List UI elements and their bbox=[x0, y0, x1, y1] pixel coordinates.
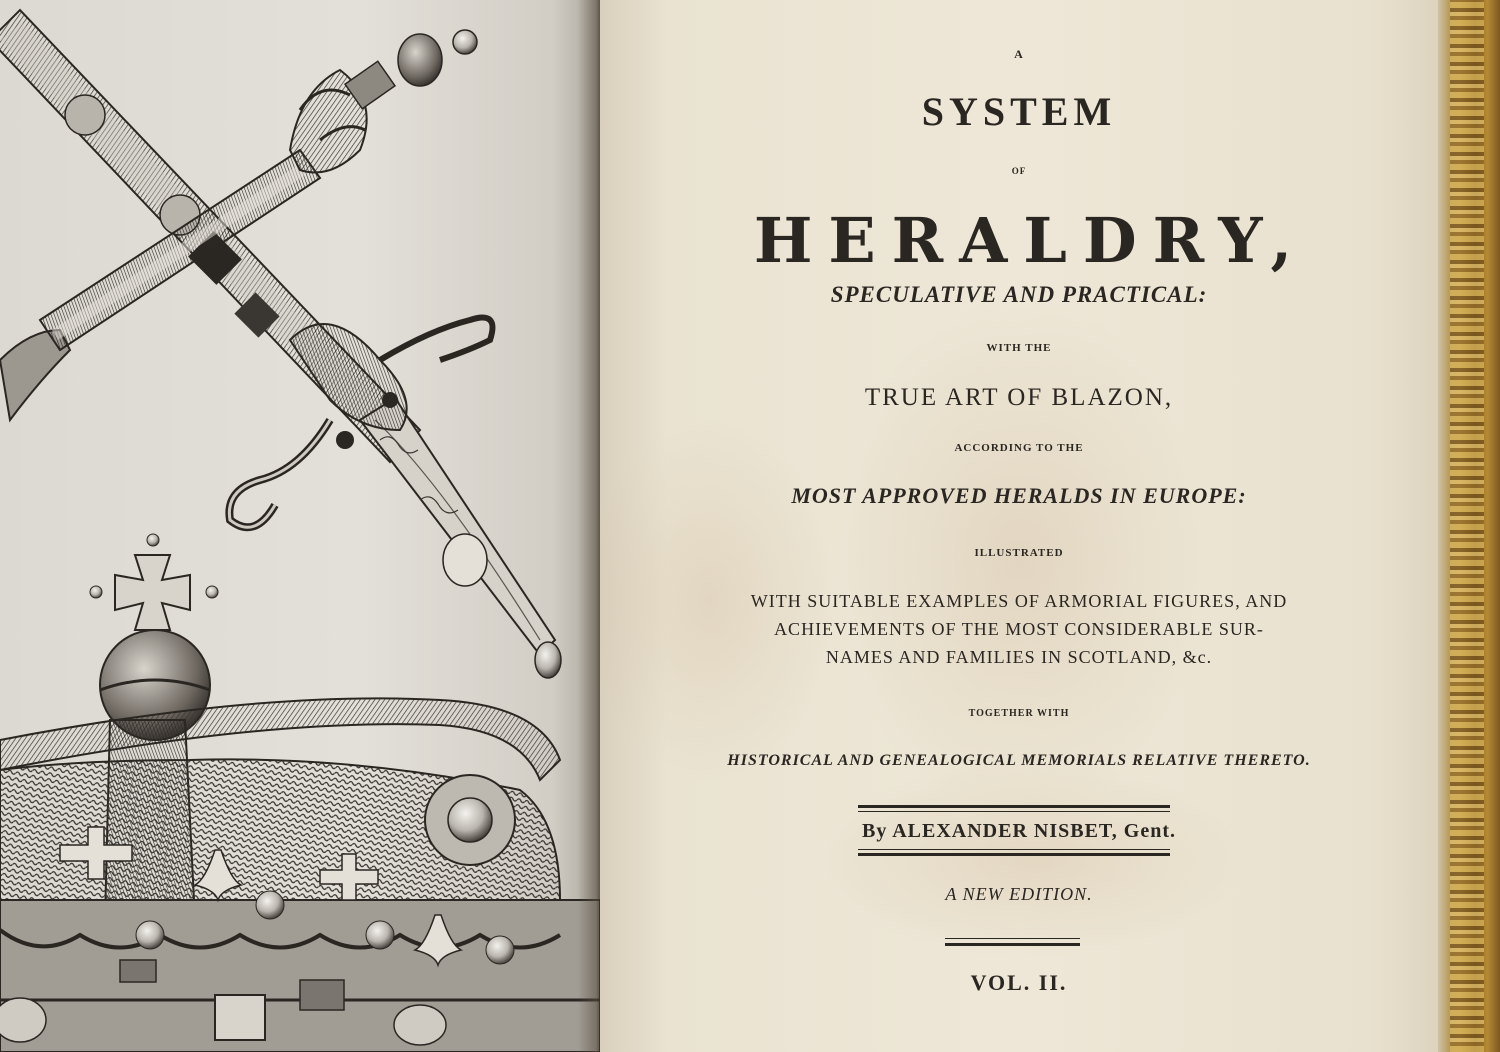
frontispiece-page bbox=[0, 0, 600, 1052]
illustrated-label: ILLUSTRATED bbox=[974, 547, 1064, 559]
true-art-line: TRUE ART OF BLAZON, bbox=[864, 384, 1174, 411]
short-rule-2 bbox=[945, 943, 1080, 946]
rule-bottom-1 bbox=[858, 849, 1170, 850]
examples-line-3: NAMES AND FAMILIES IN SCOTLAND, &c. bbox=[825, 647, 1213, 667]
title-page bbox=[600, 0, 1438, 1052]
title-line-system: SYSTEM bbox=[921, 89, 1117, 134]
title-line-of: OF bbox=[1011, 166, 1027, 176]
gilt-book-edge bbox=[1438, 0, 1500, 1052]
title-line-heraldry: HERALDRY, bbox=[753, 204, 1309, 277]
memorials-line: HISTORICAL AND GENEALOGICAL MEMORIALS RELATIVE THERETO. bbox=[727, 752, 1311, 769]
heralds-line: MOST APPROVED HERALDS IN EUROPE: bbox=[791, 483, 1247, 508]
rule-top-2 bbox=[858, 811, 1170, 812]
author-line: By ALEXANDER NISBET, Gent. bbox=[861, 820, 1177, 842]
edition-line: A NEW EDITION. bbox=[945, 884, 1093, 904]
regalia-engraving bbox=[0, 0, 600, 1052]
according-to-label: ACCORDING TO THE bbox=[954, 442, 1084, 454]
subtitle: SPECULATIVE AND PRACTICAL: bbox=[830, 282, 1208, 307]
short-rule-1 bbox=[945, 938, 1080, 939]
with-the-label: WITH THE bbox=[986, 342, 1052, 354]
rule-bottom-2 bbox=[858, 853, 1170, 856]
rule-top-1 bbox=[858, 805, 1170, 808]
sword-blade bbox=[360, 398, 561, 678]
examples-line-2: ACHIEVEMENTS OF THE MOST CONSIDERABLE SUR- bbox=[774, 619, 1264, 639]
title-article: A bbox=[1014, 47, 1024, 61]
gilt-tooling bbox=[1450, 0, 1484, 1052]
together-with-label: TOGETHER WITH bbox=[968, 708, 1070, 719]
examples-line-1: WITH SUITABLE EXAMPLES OF ARMORIAL FIGURES, AND bbox=[750, 591, 1288, 611]
volume-line: VOL. II. bbox=[970, 970, 1068, 995]
